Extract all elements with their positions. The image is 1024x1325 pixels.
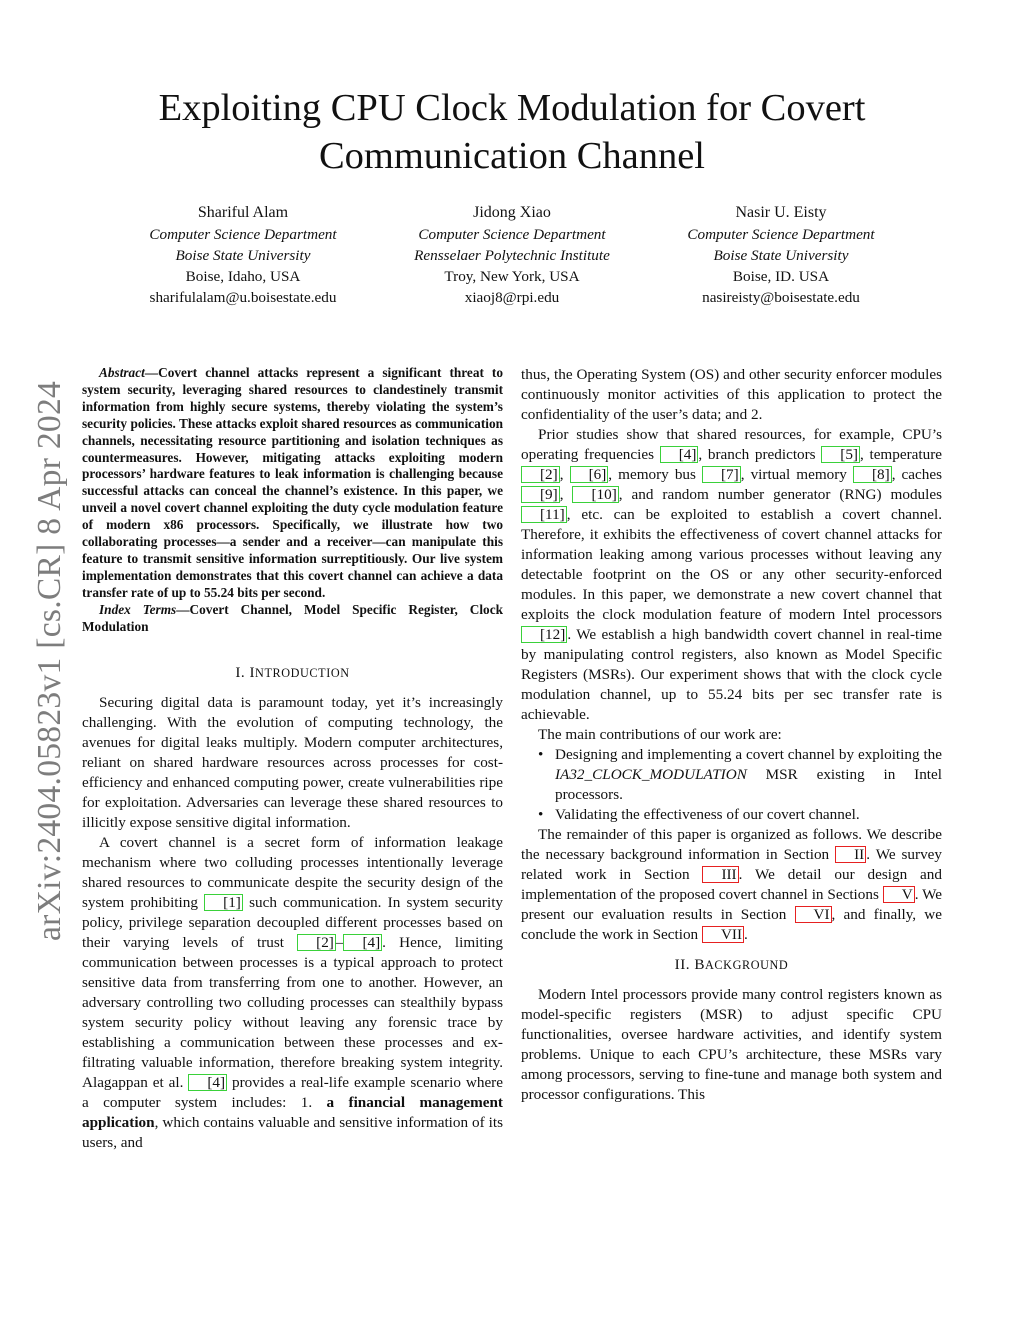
intro-paragraph-2: A covert channel is a secret form of information leakage mechanism where two colluding processes intentionally leverage shared resources to communicate despite the security design of the system prohibiting [1] such communication. In system security policy, privilege separation decoupled different processes based on their varying levels of trust [2] – [4] . Hence, limiting communication between processes is a typical approach to protect sensitive data from transferring from one to another. However, an adversary controlling two colluding processes can stealthily bypass system security policy without leaving any forensic trace by establishing a communication between these processes and ex-filtrating valuable information, therefore breaking system integrity. Alagappan et al. [4] provides a real-life example scenario where a computer system includes: 1. a financial management application, which contains valuable and sensitive information of its users, and [82, 833, 504, 1151]
list-item: • Designing and implementing a covert channel by exploiting the IA32_CLOCK_MODULATION MSR existing in Intel processors. [521, 745, 942, 805]
intro-paragraph-1: Securing digital data is paramount today, yet it’s increasingly challenging. With the evolution of computing technology, the avenues for digital leaks multiply. Modern computer architectures, reliant on shared hardware resources across processes for cost-efficiency and enhanced computing power, create vulnerabilities ripe for exploitation. Adversaries can leverage these shared resources to illicitly expose sensitive digital information. [82, 693, 503, 831]
author-email: xiaoj8@rpi.edu [464, 289, 560, 306]
section-ref-link[interactable]: III [702, 866, 738, 883]
index-terms-label: Index Terms [99, 601, 177, 617]
intro-paragraph-5: The remainder of this paper is organized as follows. We describe the necessary background information in Section II . We survey related work in Section III . We detail our design and implementation of the proposed covert channel in Sections V . We present our evaluation results in Section VI , and finally, we conclude the work in Section VII . [521, 826, 943, 943]
author-dept: Computer Science Department [418, 226, 606, 243]
author-name: Shariful Alam [197, 204, 289, 221]
left-column [82, 365, 503, 1153]
citation-link[interactable]: [12] [521, 626, 567, 643]
abstract [82, 365, 503, 636]
intro-paragraph-2-cont: thus, the Operating System (OS) and other security enforcer modules continuously monitor activities of this application to protect the confidentiality of the user’s data; and 2. [521, 366, 942, 423]
section-ref-link[interactable]: V [883, 886, 915, 903]
citation-link[interactable]: [4] [660, 446, 699, 463]
citation-link[interactable]: [4] [343, 934, 382, 951]
author-university: Boise State University [713, 247, 849, 264]
author-block-2 [387, 202, 637, 308]
intro-paragraph-4: The main contributions of our work are: [538, 726, 782, 743]
author-block-3 [656, 202, 906, 308]
citation-link[interactable]: [9] [521, 486, 560, 503]
section-ref-link[interactable]: VI [795, 906, 832, 923]
author-name: Jidong Xiao [473, 204, 551, 221]
author-block-1 [118, 202, 368, 308]
arxiv-watermark [20, 362, 80, 960]
citation-link[interactable]: [11] [521, 506, 567, 523]
list-item: • Validating the effectiveness of our covert channel. [521, 805, 942, 825]
citation-link[interactable]: [2] [297, 934, 336, 951]
index-terms-text: —Covert Channel, Model Specific Register, Clock Modulation [82, 601, 503, 634]
citation-link[interactable]: [6] [570, 466, 609, 483]
contributions-list [521, 745, 942, 825]
citation-link[interactable]: [2] [521, 466, 560, 483]
author-location: Boise, Idaho, USA [185, 268, 301, 285]
author-university: Rensselaer Polytechnic Institute [414, 247, 610, 264]
background-paragraph-1: Modern Intel processors provide many control registers known as model-specific registers (MSR) to adjust specific CPU functionalities, oversee hardware activities, and identify system problems. Unique to each CPU’s architecture, these MSRs vary among processors, serving to fine-tune and manage both system and processor configurations. This [521, 986, 942, 1103]
author-email: nasireisty@boisestate.edu [702, 289, 860, 306]
section-ref-link[interactable]: II [835, 846, 866, 863]
author-name: Nasir U. Eisty [735, 204, 827, 221]
citation-link[interactable]: [8] [853, 466, 892, 483]
author-location: Troy, New York, USA [444, 268, 580, 285]
section-heading-background: II. BACKGROUND [674, 956, 789, 973]
right-column [521, 365, 942, 1105]
author-email: sharifulalam@u.boisestate.edu [149, 289, 337, 306]
abstract-label: Abstract [99, 365, 145, 380]
author-location: Boise, ID. USA [732, 268, 830, 285]
section-heading-introduction: I. INTRODUCTION [235, 663, 350, 681]
intro-paragraph-2-continued: , which contains valuable and sensitive information of its users, and [82, 1113, 503, 1151]
abstract-text: —Covert channel attacks represent a significant threat to system security, leveraging shared resources to clandestinely transmit information from highly secure systems, thereby violating the system’s security policies. These attacks exploit shared resources as communication channels, necessitating resource partitioning and isolation techniques as countermeasures. However, mitigating attacks exploiting modern processors’ hardware features to leak information is challenging because successful attacks can conceal the channel’s existence. In this paper, we unveil a novel covert channel exploiting the duty cycle modulation feature of modern x86 processors. Specifically, we illustrate how two collaborating processes—a sender and a receiver—can manipulate this feature to transmit sensitive information surreptitiously. Our live system implementation demonstrates that this covert channel can achieve a data transfer rate of up to 55.24 bits per second. [82, 365, 503, 600]
author-dept: Computer Science Department [687, 226, 875, 243]
arxiv-id: arXiv:2404.05823v1 [cs.CR] 8 Apr 2024 [31, 380, 68, 942]
paper-title: Exploiting CPU Clock Modulation for Covert Communication Channel [158, 87, 866, 177]
section-ref-link[interactable]: VII [702, 926, 744, 943]
citation-link[interactable]: [1] [204, 894, 243, 911]
citation-link[interactable]: [10] [572, 486, 618, 503]
author-university: Boise State University [175, 247, 311, 264]
citation-link[interactable]: [5] [821, 446, 860, 463]
intro-paragraph-3: Prior studies show that shared resources, for example, CPU’s operating frequencies [4] , branch predictors [5] , temperature [2] , [6] , memory bus [7] , virtual memory [8] , caches [9] , [10] , and random number generator (RNG) modules [11] , etc. can be exploited to establish a covert channel. Therefore, it exhibits the effectiveness of covert channel attacks for information leaking among various processes without leaving any detectable footprint on the OS or any other security-enforced modules. In this paper, we demonstrate a new covert channel that exploits the clock modulation feature of modern Intel processors [12] . We establish a high bandwidth covert channel in real-time by manipulating control registers, also known as Model Specific Registers (MSRs). Our experiment shows that with the clock cycle modulation channel, up to 55.24 bits per sec transfer rate is achievable. [521, 426, 943, 723]
citation-link[interactable]: [7] [702, 466, 741, 483]
author-dept: Computer Science Department [149, 226, 337, 243]
citation-link[interactable]: [4] [188, 1074, 227, 1091]
